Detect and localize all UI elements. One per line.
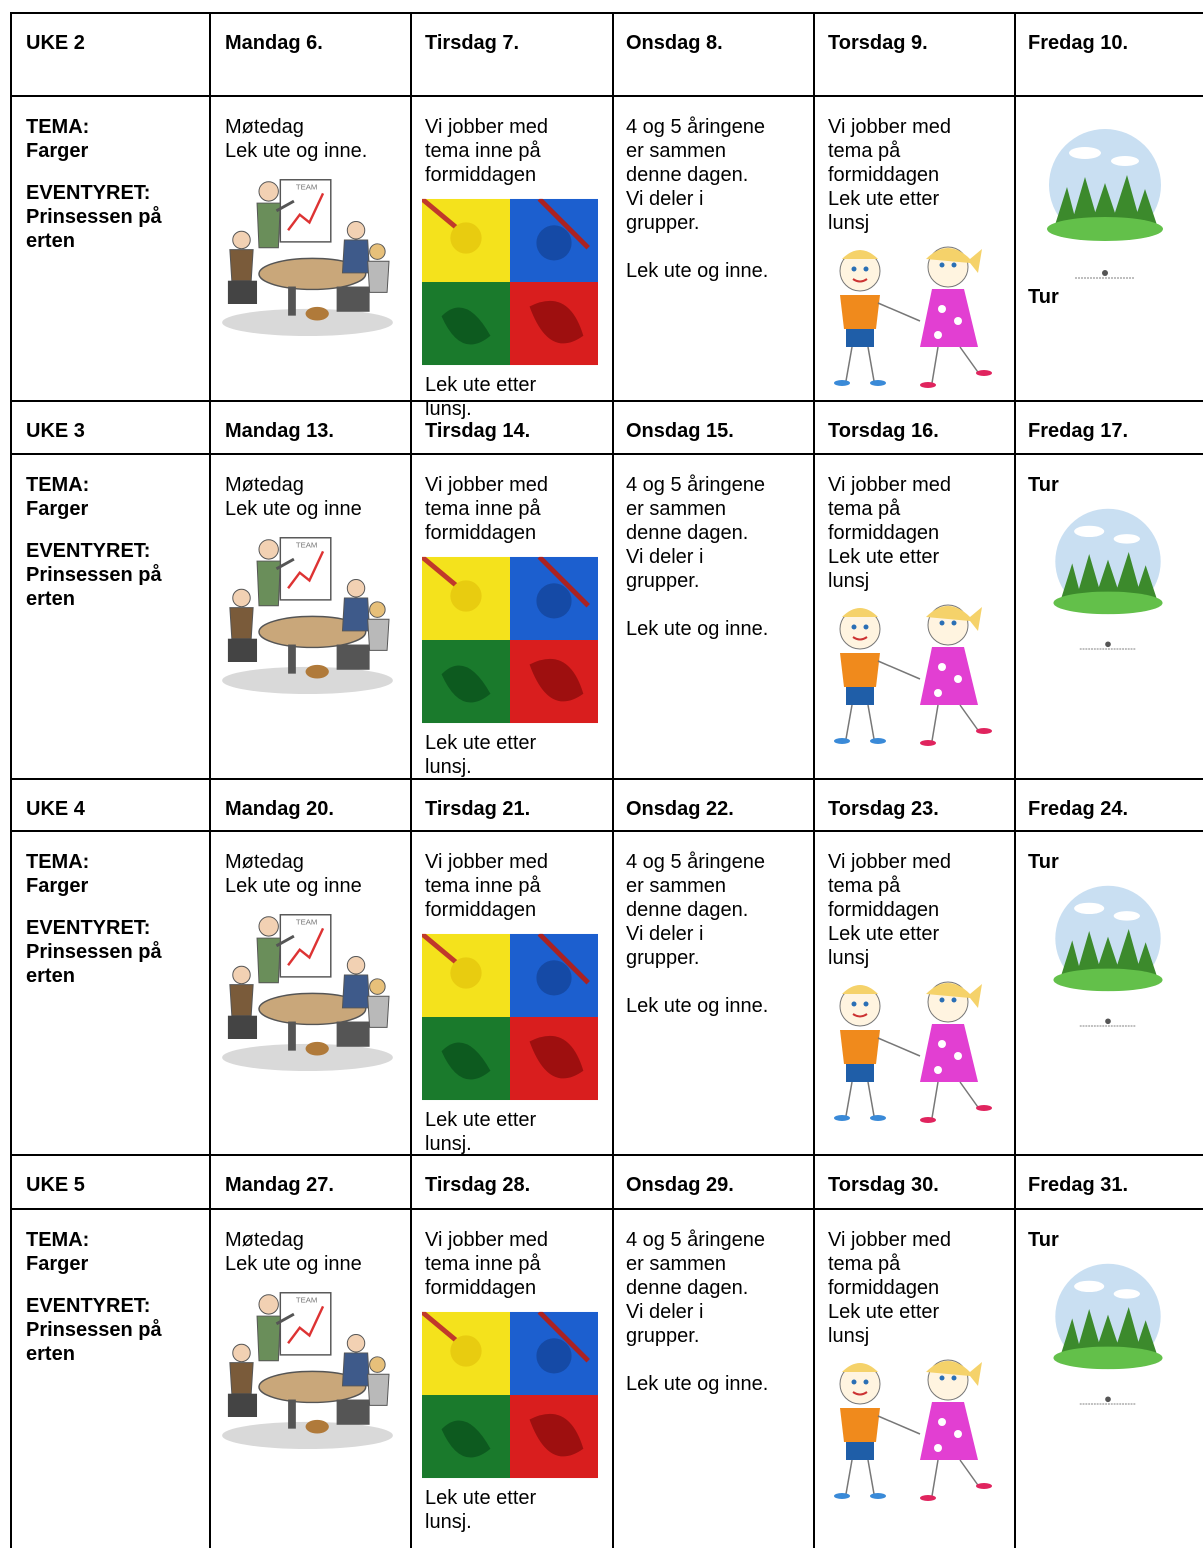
paint-colors-photo bbox=[422, 929, 598, 1105]
wednesday-text-line: 4 og 5 åringene bbox=[626, 474, 766, 496]
friday-text: Tur bbox=[1028, 851, 1059, 873]
theme-tema: TEMA: bbox=[26, 1229, 90, 1251]
wednesday-text-line: grupper. bbox=[626, 947, 700, 969]
tuesday-after-text-line: lunsj. bbox=[425, 1133, 472, 1155]
theme-story_line2: erten bbox=[26, 965, 75, 987]
spacer bbox=[626, 1348, 768, 1372]
wednesday-text-line: er sammen bbox=[626, 140, 727, 162]
meeting-illustration bbox=[220, 530, 395, 695]
thursday-text-line: Lek ute etter bbox=[828, 546, 940, 568]
children-drawing bbox=[820, 1356, 1000, 1506]
tuesday-text-line: Vi jobber med bbox=[425, 1229, 549, 1251]
day-header: Onsdag 15. bbox=[626, 420, 734, 442]
wednesday-text-line: denne dagen. bbox=[626, 164, 749, 186]
thursday-text-line: Lek ute etter bbox=[828, 923, 940, 945]
paint-colors-photo bbox=[422, 194, 598, 370]
theme-tema: TEMA: bbox=[26, 474, 90, 496]
forest-globe-icon bbox=[1050, 882, 1166, 1042]
wednesday-text-line: Lek ute og inne. bbox=[626, 1373, 769, 1395]
thursday-text-line: lunsj bbox=[828, 212, 870, 234]
monday-text bbox=[225, 115, 367, 163]
wednesday-text bbox=[626, 1228, 768, 1396]
tuesday-after-text-line: Lek ute etter bbox=[425, 1109, 537, 1131]
day-header: Onsdag 22. bbox=[626, 798, 734, 820]
thursday-text bbox=[828, 473, 951, 593]
thursday-text bbox=[828, 1228, 951, 1348]
children-drawing bbox=[820, 978, 1000, 1128]
grid-line bbox=[10, 12, 1203, 14]
tuesday-text bbox=[425, 850, 548, 922]
tuesday-after-text-line: lunsj. bbox=[425, 398, 472, 420]
tuesday-text-line: formiddagen bbox=[425, 164, 537, 186]
friday-text: Tur bbox=[1028, 474, 1059, 496]
theme-tema: TEMA: bbox=[26, 851, 90, 873]
wednesday-text-line: Lek ute og inne. bbox=[626, 618, 769, 640]
monday-text-line: Møtedag bbox=[225, 474, 304, 496]
thursday-text-line: Vi jobber med bbox=[828, 116, 952, 138]
friday-text: Tur bbox=[1028, 286, 1059, 308]
tuesday-text-line: formiddagen bbox=[425, 522, 537, 544]
theme-story_line1: Prinsessen på bbox=[26, 1319, 162, 1341]
thursday-text-line: Vi jobber med bbox=[828, 474, 952, 496]
spacer bbox=[626, 235, 768, 259]
day-header: Torsdag 16. bbox=[828, 420, 939, 442]
wednesday-text-line: er sammen bbox=[626, 498, 727, 520]
grid-line bbox=[813, 12, 815, 1548]
grid-line bbox=[10, 453, 1203, 455]
tuesday-text-line: tema inne på bbox=[425, 140, 541, 162]
forest-globe-icon bbox=[1050, 1260, 1166, 1420]
spacer bbox=[626, 593, 768, 617]
theme-subject: Farger bbox=[26, 1253, 89, 1275]
tuesday-after-text bbox=[425, 373, 536, 421]
monday-text-line: Lek ute og inne. bbox=[225, 140, 368, 162]
tuesday-text-line: Vi jobber med bbox=[425, 474, 549, 496]
grid-line bbox=[10, 1208, 1203, 1210]
meeting-illustration bbox=[220, 1285, 395, 1450]
day-header: Fredag 24. bbox=[1028, 798, 1129, 820]
theme-cell bbox=[26, 473, 162, 611]
children-drawing bbox=[820, 243, 1000, 393]
tuesday-text-line: tema inne på bbox=[425, 875, 541, 897]
tuesday-after-text-line: lunsj. bbox=[425, 1511, 472, 1533]
wednesday-text-line: denne dagen. bbox=[626, 1277, 749, 1299]
spacer bbox=[26, 521, 162, 539]
day-header: Onsdag 29. bbox=[626, 1174, 734, 1196]
thursday-text-line: lunsj bbox=[828, 1325, 870, 1347]
grid-line bbox=[10, 830, 1203, 832]
thursday-text-line: Lek ute etter bbox=[828, 1301, 940, 1323]
thursday-text bbox=[828, 115, 951, 235]
tuesday-text-line: tema inne på bbox=[425, 498, 541, 520]
theme-story_line1: Prinsessen på bbox=[26, 941, 162, 963]
thursday-text bbox=[828, 850, 951, 970]
grid-line bbox=[1014, 12, 1016, 1548]
theme-cell bbox=[26, 1228, 162, 1366]
tuesday-text-line: formiddagen bbox=[425, 1277, 537, 1299]
theme-subject: Farger bbox=[26, 140, 89, 162]
theme-subject: Farger bbox=[26, 498, 89, 520]
thursday-text-line: Vi jobber med bbox=[828, 851, 952, 873]
theme-eventyret: EVENTYRET: bbox=[26, 182, 151, 204]
theme-eventyret: EVENTYRET: bbox=[26, 917, 151, 939]
day-header: Tirsdag 21. bbox=[425, 798, 531, 820]
wednesday-text-line: 4 og 5 åringene bbox=[626, 1229, 766, 1251]
week-label: UKE 3 bbox=[26, 420, 85, 442]
forest-globe-icon bbox=[1050, 505, 1166, 665]
tuesday-after-text-line: lunsj. bbox=[425, 756, 472, 778]
wednesday-text-line: Vi deler i bbox=[626, 923, 704, 945]
grid-line bbox=[10, 400, 1203, 402]
monday-text-line: Møtedag bbox=[225, 851, 304, 873]
day-header: Mandag 13. bbox=[225, 420, 334, 442]
grid-line bbox=[612, 12, 614, 1548]
spacer bbox=[26, 163, 162, 181]
monday-text-line: Møtedag bbox=[225, 1229, 304, 1251]
thursday-text-line: formiddagen bbox=[828, 1277, 940, 1299]
theme-story_line1: Prinsessen på bbox=[26, 206, 162, 228]
thursday-text-line: tema på bbox=[828, 875, 901, 897]
tuesday-text bbox=[425, 1228, 548, 1300]
wednesday-text-line: denne dagen. bbox=[626, 522, 749, 544]
theme-eventyret: EVENTYRET: bbox=[26, 1295, 151, 1317]
day-header: Fredag 17. bbox=[1028, 420, 1129, 442]
day-header: Mandag 20. bbox=[225, 798, 334, 820]
tuesday-after-text bbox=[425, 1108, 536, 1156]
day-header: Mandag 27. bbox=[225, 1174, 334, 1196]
thursday-text-line: formiddagen bbox=[828, 522, 940, 544]
monday-text-line: Lek ute og inne bbox=[225, 875, 362, 897]
grid-line bbox=[209, 12, 211, 1548]
wednesday-text-line: grupper. bbox=[626, 212, 700, 234]
wednesday-text-line: Vi deler i bbox=[626, 1301, 704, 1323]
day-header: Tirsdag 7. bbox=[425, 32, 520, 54]
meeting-illustration bbox=[220, 907, 395, 1072]
tuesday-after-text-line: Lek ute etter bbox=[425, 374, 537, 396]
day-header: Torsdag 30. bbox=[828, 1174, 939, 1196]
grid-line bbox=[410, 12, 412, 1548]
wednesday-text-line: er sammen bbox=[626, 1253, 727, 1275]
day-header: Tirsdag 14. bbox=[425, 420, 531, 442]
thursday-text-line: formiddagen bbox=[828, 899, 940, 921]
wednesday-text-line: Vi deler i bbox=[626, 546, 704, 568]
theme-story_line2: erten bbox=[26, 230, 75, 252]
wednesday-text-line: 4 og 5 åringene bbox=[626, 851, 766, 873]
day-header: Fredag 10. bbox=[1028, 32, 1129, 54]
spacer bbox=[26, 898, 162, 916]
theme-story_line2: erten bbox=[26, 1343, 75, 1365]
thursday-text-line: lunsj bbox=[828, 947, 870, 969]
day-header: Torsdag 23. bbox=[828, 798, 939, 820]
wednesday-text-line: Vi deler i bbox=[626, 188, 704, 210]
theme-subject: Farger bbox=[26, 875, 89, 897]
theme-tema: TEMA: bbox=[26, 116, 90, 138]
tuesday-text-line: tema inne på bbox=[425, 1253, 541, 1275]
grid-line bbox=[10, 12, 12, 1548]
grid-line bbox=[10, 1154, 1203, 1156]
wednesday-text-line: grupper. bbox=[626, 570, 700, 592]
thursday-text-line: Vi jobber med bbox=[828, 1229, 952, 1251]
paint-colors-photo bbox=[422, 552, 598, 728]
grid-line bbox=[10, 95, 1203, 97]
theme-cell bbox=[26, 115, 162, 253]
forest-globe-icon bbox=[1045, 125, 1165, 295]
thursday-text-line: tema på bbox=[828, 1253, 901, 1275]
wednesday-text-line: 4 og 5 åringene bbox=[626, 116, 766, 138]
children-drawing bbox=[820, 601, 1000, 751]
thursday-text-line: Lek ute etter bbox=[828, 188, 940, 210]
tuesday-after-text bbox=[425, 1486, 536, 1534]
tuesday-text-line: Vi jobber med bbox=[425, 116, 549, 138]
monday-text-line: Møtedag bbox=[225, 116, 304, 138]
monday-text bbox=[225, 473, 362, 521]
day-header: Torsdag 9. bbox=[828, 32, 928, 54]
week-label: UKE 4 bbox=[26, 798, 85, 820]
wednesday-text-line: denne dagen. bbox=[626, 899, 749, 921]
thursday-text-line: tema på bbox=[828, 498, 901, 520]
tuesday-text bbox=[425, 473, 548, 545]
tuesday-text-line: formiddagen bbox=[425, 899, 537, 921]
tuesday-after-text-line: Lek ute etter bbox=[425, 1487, 537, 1509]
wednesday-text-line: Lek ute og inne. bbox=[626, 995, 769, 1017]
theme-story_line2: erten bbox=[26, 588, 75, 610]
thursday-text-line: lunsj bbox=[828, 570, 870, 592]
theme-cell bbox=[26, 850, 162, 988]
wednesday-text-line: grupper. bbox=[626, 1325, 700, 1347]
monday-text bbox=[225, 850, 362, 898]
wednesday-text bbox=[626, 850, 768, 1018]
wednesday-text-line: er sammen bbox=[626, 875, 727, 897]
monday-text bbox=[225, 1228, 362, 1276]
thursday-text-line: formiddagen bbox=[828, 164, 940, 186]
monday-text-line: Lek ute og inne bbox=[225, 498, 362, 520]
spacer bbox=[26, 1276, 162, 1294]
grid-line bbox=[10, 778, 1203, 780]
day-header: Mandag 6. bbox=[225, 32, 323, 54]
meeting-illustration bbox=[220, 172, 395, 337]
theme-eventyret: EVENTYRET: bbox=[26, 540, 151, 562]
week-label: UKE 5 bbox=[26, 1174, 85, 1196]
week-label: UKE 2 bbox=[26, 32, 85, 54]
wednesday-text-line: Lek ute og inne. bbox=[626, 260, 769, 282]
wednesday-text bbox=[626, 115, 768, 283]
tuesday-after-text bbox=[425, 731, 536, 779]
tuesday-after-text-line: Lek ute etter bbox=[425, 732, 537, 754]
thursday-text-line: tema på bbox=[828, 140, 901, 162]
theme-story_line1: Prinsessen på bbox=[26, 564, 162, 586]
day-header: Onsdag 8. bbox=[626, 32, 723, 54]
tuesday-text bbox=[425, 115, 548, 187]
day-header: Tirsdag 28. bbox=[425, 1174, 531, 1196]
spacer bbox=[626, 970, 768, 994]
friday-text: Tur bbox=[1028, 1229, 1059, 1251]
tuesday-text-line: Vi jobber med bbox=[425, 851, 549, 873]
paint-colors-photo bbox=[422, 1307, 598, 1483]
monday-text-line: Lek ute og inne bbox=[225, 1253, 362, 1275]
wednesday-text bbox=[626, 473, 768, 641]
day-header: Fredag 31. bbox=[1028, 1174, 1129, 1196]
